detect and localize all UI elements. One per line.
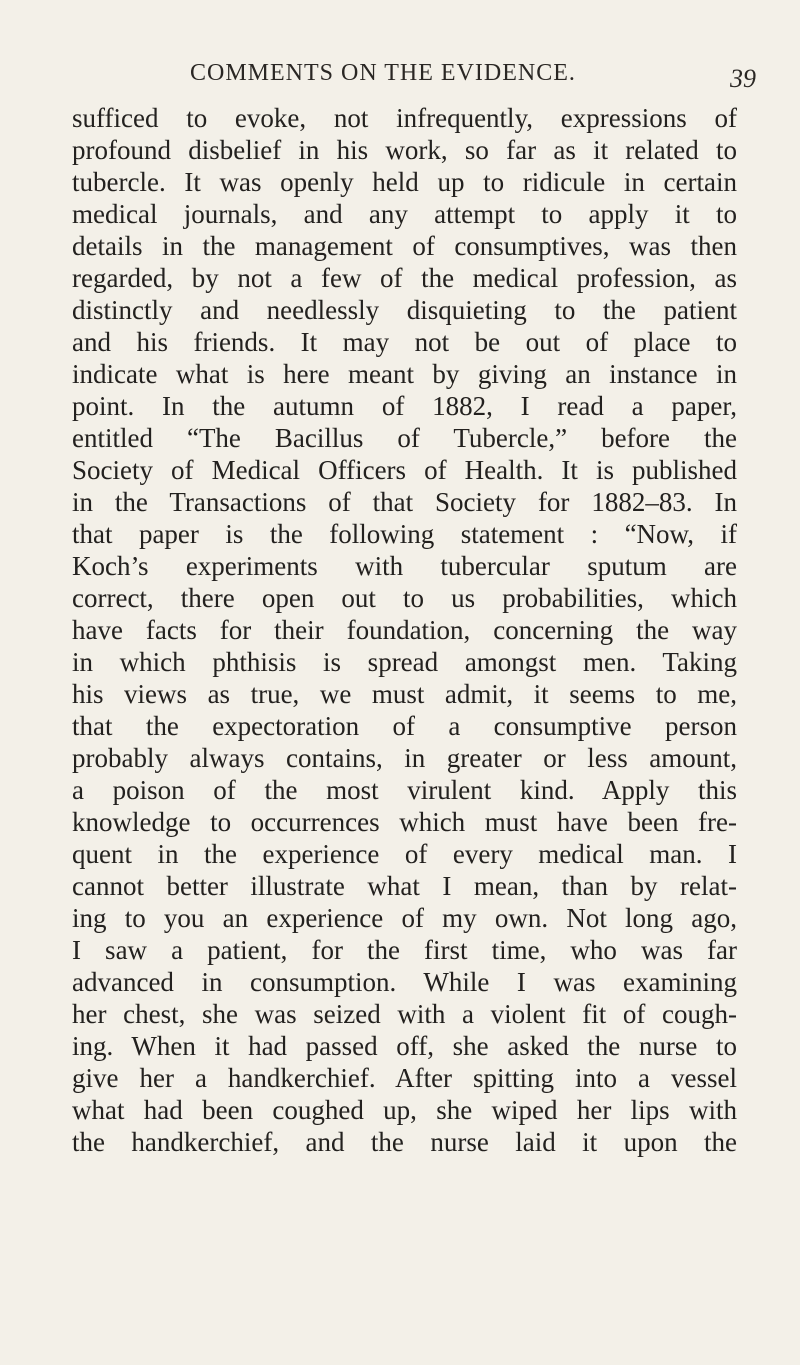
text-line: the handkerchief, and the nurse laid it upon the	[72, 1127, 737, 1157]
text-line: a poison of the most virulent kind. Apply this	[72, 775, 737, 805]
running-head	[0, 20, 800, 93]
text-line: medical journals, and any attempt to apply it to	[72, 199, 737, 229]
text-line: quent in the experience of every medical man. I	[72, 839, 737, 869]
text-line: details in the management of consumptives, was then	[72, 231, 737, 261]
text-line: ing to you an experience of my own. Not long ago,	[72, 903, 737, 933]
text-line: distinctly and needlessly disquieting to the patient	[72, 295, 737, 325]
text-line: advanced in consumption. While I was examining	[72, 967, 737, 997]
text-line: indicate what is here meant by giving an instance in	[72, 359, 737, 389]
text-line: Society of Medical Officers of Health. It is published	[72, 455, 737, 485]
text-line: his views as true, we must admit, it seems to me,	[72, 679, 737, 709]
text-line: that paper is the following statement : “Now, if	[72, 519, 737, 549]
text-line: and his friends. It may not be out of place to	[72, 327, 737, 357]
text-line: what had been coughed up, she wiped her lips with	[72, 1095, 737, 1125]
text-line: cannot better illustrate what I mean, than by relat-	[72, 871, 737, 901]
text-line: have facts for their foundation, concerning the way	[72, 615, 737, 645]
text-line: in the Transactions of that Society for 1882–83. In	[72, 487, 737, 517]
body-text	[72, 102, 737, 1158]
running-title: COMMENTS ON THE EVIDENCE.	[190, 60, 576, 86]
text-line: tubercle. It was openly held up to ridicule in certain	[72, 167, 737, 197]
text-line: in which phthisis is spread amongst men. Taking	[72, 647, 737, 677]
text-line: ing. When it had passed off, she asked the nurse to	[72, 1031, 737, 1061]
text-line: Koch’s experiments with tubercular sputum are	[72, 551, 737, 581]
text-line: her chest, she was seized with a violent fit of cough-	[72, 999, 737, 1029]
text-line: entitled “The Bacillus of Tubercle,” before the	[72, 423, 737, 453]
page-number: 39	[730, 64, 756, 93]
text-line: correct, there open out to us probabilities, which	[72, 583, 737, 613]
text-line: I saw a patient, for the first time, who was far	[72, 935, 737, 965]
text-line: profound disbelief in his work, so far as it related to	[72, 135, 737, 165]
text-line: point. In the autumn of 1882, I read a paper,	[72, 391, 737, 421]
text-line: knowledge to occurrences which must have been fre-	[72, 807, 737, 837]
text-line: probably always contains, in greater or less amount,	[72, 743, 737, 773]
text-line: give her a handkerchief. After spitting into a vessel	[72, 1063, 737, 1093]
text-line: regarded, by not a few of the medical profession, as	[72, 263, 737, 293]
text-line: sufficed to evoke, not infrequently, expressions of	[72, 103, 737, 133]
text-line: that the expectoration of a consumptive person	[72, 711, 737, 741]
